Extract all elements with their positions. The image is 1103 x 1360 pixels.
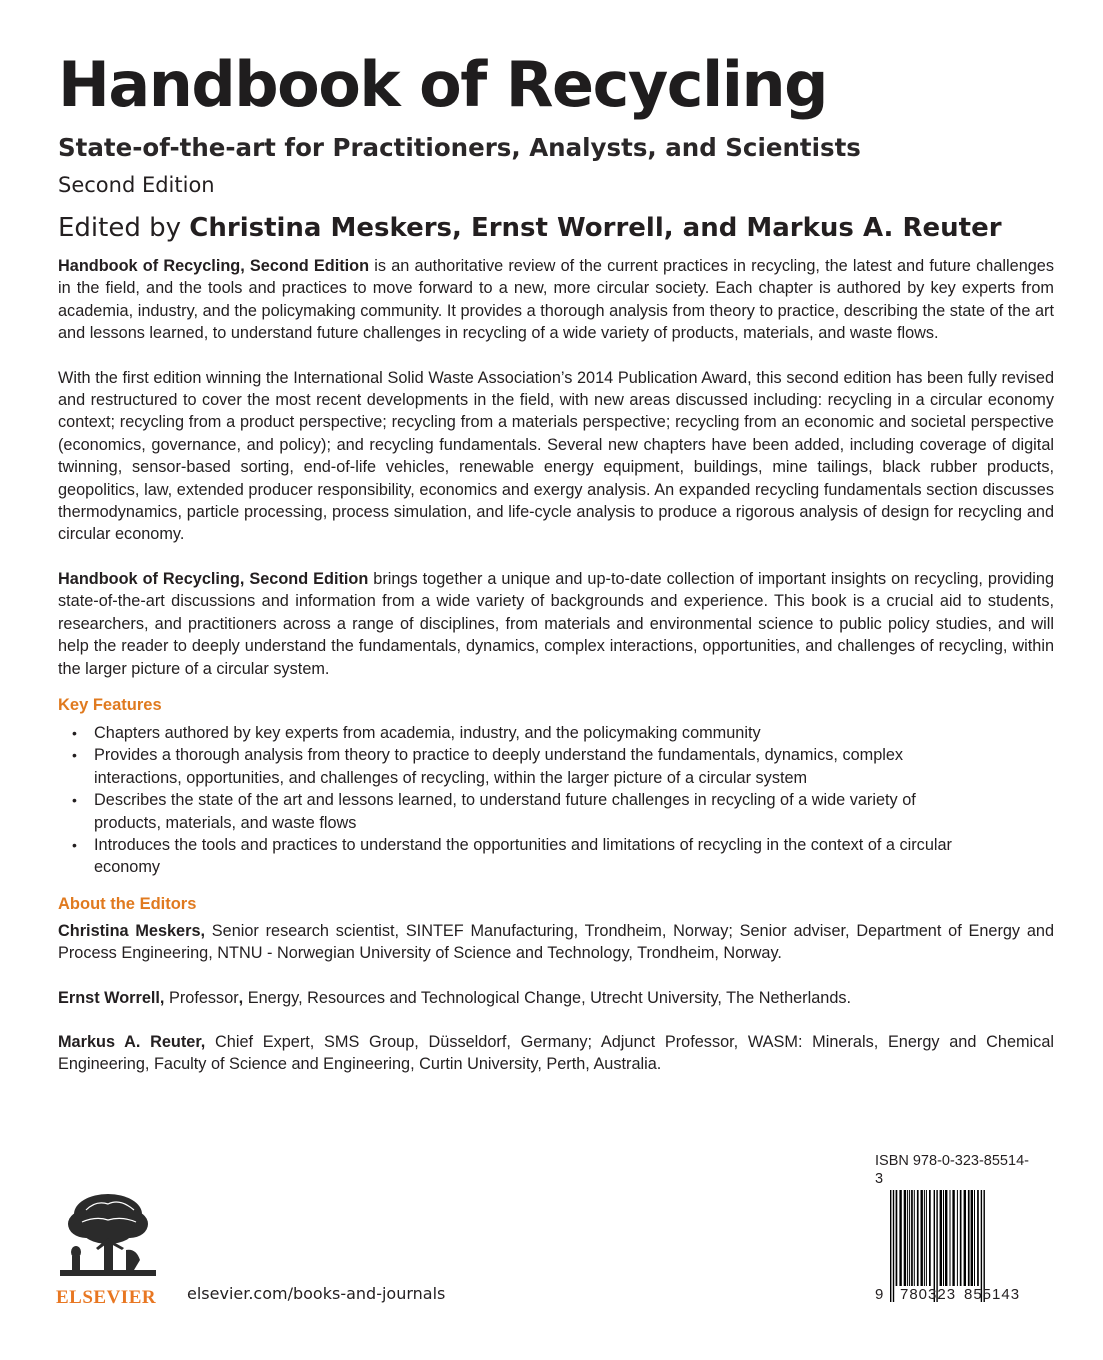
feature-item bbox=[58, 744, 958, 789]
editor-bio-text: Chief Expert, SMS Group, Düsseldorf, Germany; Adjunct Professor, WASM: Minerals, Energy and Chemical Engineering, Faculty of Science and Engineering, Curtin University, Perth, Australia. bbox=[58, 1032, 1054, 1074]
feature-item bbox=[58, 834, 958, 879]
barcode-bar bbox=[974, 1190, 975, 1286]
p3-text: brings together a unique and up-to-date collection of important insights on recycling, providing state-of-the-art discussions and information from a wide variety of backgrounds and experience. This book is a crucial aid to students, researchers, and practitioners across a range of disciplines, from materials and environmental science to public policy studies, and will help the reader to deeply understand the fundamentals, dynamics, complex interactions, opportunities, and challenges of recycling, within the larger picture of a circular system. bbox=[58, 569, 1054, 678]
isbn-barcode-block bbox=[872, 1152, 1032, 1320]
book-subtitle: State-of-the-art for Practitioners, Analysts, and Scientists bbox=[58, 133, 861, 162]
description-paragraph-3 bbox=[58, 568, 1054, 680]
bullet-icon: • bbox=[72, 724, 77, 741]
description-paragraph-2: With the first edition winning the International Solid Waste Association’s 2014 Publication Award, this second edition has been fully revised and restructured to cover the most recent developments in the field, with new areas discussed including: recycling in a circular economy context; recycling from a product perspective; recycling from a materials perspective; recycling from an economic and societal perspective (economics, governance, and policy); and recycling fundamentals. Several new chapters have been added, including coverage of digital twinning, sensor-based sorting, end-of-life vehicles, renewable energy equipment, buildings, mine tailings, black rubber products, geopolitics, law, extended producer responsibility, economics and exergy analysis. An expanded recycling fundamentals section discusses thermodynamics, particle processing, process simulation, and life-cycle analysis to produce a rigorous analysis of design for recycling and circular economy. bbox=[58, 368, 1054, 544]
isbn-number: ISBN 978-0-323-85514-3 bbox=[875, 1153, 1029, 1187]
p3-book-name: Handbook of Recycling, Second Edition bbox=[58, 569, 369, 588]
editor-bio-worrell bbox=[58, 987, 1054, 1009]
barcode-bar bbox=[968, 1190, 970, 1286]
key-features-list bbox=[58, 722, 958, 879]
barcode-bar bbox=[911, 1190, 913, 1286]
barcode-bar bbox=[896, 1190, 898, 1286]
barcode-bar bbox=[914, 1190, 915, 1286]
barcode-bar bbox=[957, 1190, 958, 1286]
editor-name: Christina Meskers, bbox=[58, 921, 206, 940]
barcode-digits bbox=[872, 1286, 1032, 1320]
editors-names: Christina Meskers, Ernst Worrell, and Markus A. Reuter bbox=[189, 213, 1002, 243]
editor-name: Ernst Worrell, bbox=[58, 988, 165, 1007]
bullet-icon: • bbox=[72, 836, 77, 853]
feature-item bbox=[58, 722, 958, 744]
barcode-bar bbox=[940, 1190, 942, 1286]
editors-line bbox=[58, 210, 1054, 246]
barcode-bar bbox=[945, 1190, 947, 1286]
barcode-bar bbox=[960, 1190, 962, 1286]
elsevier-tree-logo-icon bbox=[56, 1190, 160, 1280]
bullet-icon: • bbox=[72, 792, 77, 809]
barcode-bar bbox=[964, 1190, 966, 1286]
feature-text: Chapters authored by key experts from academia, industry, and the policymaking community bbox=[94, 723, 761, 742]
publisher-logo bbox=[56, 1190, 160, 1309]
editor-bio-meskers bbox=[58, 920, 1054, 965]
barcode-bar bbox=[943, 1190, 944, 1286]
barcode-bar bbox=[917, 1190, 919, 1286]
bullet-icon: • bbox=[72, 747, 77, 764]
barcode-bar bbox=[977, 1190, 979, 1286]
p1-book-name: Handbook of Recycling, Second Edition bbox=[58, 257, 370, 275]
barcode-bar bbox=[909, 1190, 910, 1286]
barcode-bar bbox=[926, 1190, 927, 1286]
publisher-url[interactable]: elsevier.com/books-and-journals bbox=[187, 1284, 446, 1303]
publisher-name: ELSEVIER bbox=[56, 1287, 157, 1308]
barcode-group-2: 855143 bbox=[964, 1286, 1021, 1303]
barcode-bar bbox=[971, 1190, 973, 1286]
editor-bio-text-a: Professor bbox=[164, 988, 239, 1007]
barcode-bar bbox=[899, 1190, 901, 1286]
barcode-group-1: 780323 bbox=[900, 1286, 957, 1303]
editor-bio-text-b: Energy, Resources and Technological Change, Utrecht University, The Netherlands. bbox=[243, 988, 852, 1007]
feature-text: Describes the state of the art and lessons learned, to understand future challenges in recycling of a wide variety of products, materials, and waste flows bbox=[94, 791, 916, 832]
feature-text: Provides a thorough analysis from theory to practice to deeply understand the fundamentals, dynamics, complex interactions, opportunities, and challenges of recycling, within the larger picture of a circular system bbox=[94, 746, 904, 787]
barcode-bar bbox=[893, 1190, 894, 1302]
barcode-bar bbox=[950, 1190, 951, 1286]
barcode-bar bbox=[921, 1190, 923, 1286]
feature-text: Introduces the tools and practices to understand the opportunities and limitations of recycling in the context of a circular economy bbox=[94, 835, 952, 877]
editor-name: Markus A. Reuter, bbox=[58, 1032, 206, 1051]
description-paragraph-1 bbox=[58, 255, 1054, 345]
book-title: Handbook of Recycling bbox=[58, 48, 828, 121]
edition-label: Second Edition bbox=[58, 173, 215, 197]
barcode-bar bbox=[907, 1190, 908, 1286]
barcode-bar bbox=[924, 1190, 925, 1286]
feature-item bbox=[58, 789, 958, 834]
back-cover bbox=[58, 48, 1054, 1076]
editor-bio-comma: , bbox=[238, 988, 244, 1007]
barcode-first-digit: 9 bbox=[875, 1286, 884, 1303]
barcode-bar bbox=[890, 1190, 891, 1302]
barcode-bar bbox=[952, 1190, 954, 1286]
barcode-bar bbox=[904, 1190, 906, 1286]
editor-bio-text: Senior research scientist, SINTEF Manufacturing, Trondheim, Norway; Senior adviser, Department of Energy and Process Engineering, NTNU - Norwegian University of Science and Technology, Trondheim, Norway. bbox=[58, 921, 1054, 963]
about-editors-heading: About the Editors bbox=[58, 894, 197, 913]
barcode-bar bbox=[929, 1190, 931, 1286]
key-features-heading: Key Features bbox=[58, 695, 162, 714]
p1-text: is an authoritative review of the current practices in recycling, the latest and future challenges in the field, and the tools and practices to move forward to a new, more circular society. Each chapter is authored by key experts from academia, industry, and the policymaking community. It provides a thorough analysis from theory to practice, describing the state of the art and lessons learned, to understand future challenges in recycling of a wide variety of products, materials, and waste flows. bbox=[58, 257, 1054, 343]
editor-bio-reuter bbox=[58, 1031, 1054, 1076]
editors-prefix: Edited by bbox=[58, 213, 190, 243]
